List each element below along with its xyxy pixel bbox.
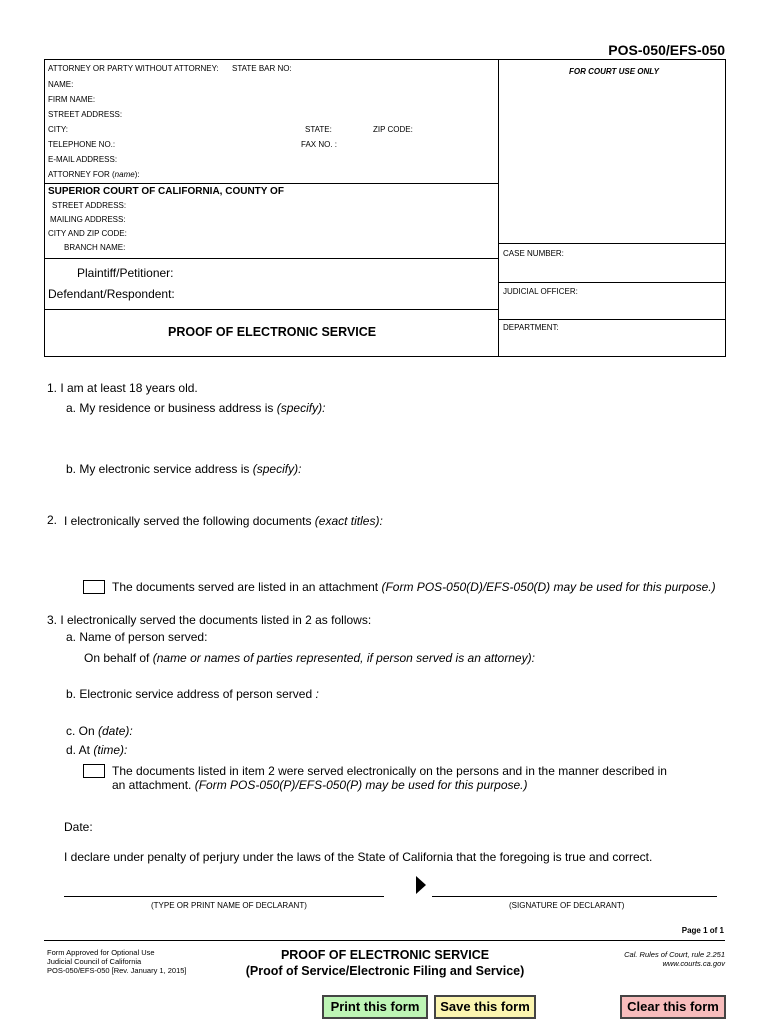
item-1b: b. My electronic service address is (specify):: [66, 462, 302, 476]
city-label: CITY:: [48, 125, 69, 134]
attachment-d-checkbox[interactable]: [83, 580, 105, 594]
caption-box: [44, 59, 726, 357]
item-3d: d. At (time):: [66, 743, 128, 757]
declaration-text: I declare under penalty of perjury under the laws of the State of California that the foregoing is true and correct.: [64, 850, 653, 864]
signature-caption: (SIGNATURE OF DECLARANT): [509, 901, 625, 910]
signature-line: [432, 896, 717, 897]
attachment-p-checkbox[interactable]: [83, 764, 105, 778]
email-label: E-MAIL ADDRESS:: [48, 155, 118, 164]
date-label: Date:: [64, 820, 93, 834]
item-1a: a. My residence or business address is (specify):: [66, 401, 326, 415]
judicial-officer-label: JUDICIAL OFFICER:: [503, 287, 578, 296]
phone-label: TELEPHONE NO.:: [48, 140, 116, 149]
state-bar-label: STATE BAR NO:: [232, 64, 292, 73]
name-label: NAME:: [48, 80, 74, 89]
print-form-button[interactable]: Print this form: [322, 995, 428, 1019]
zip-label: ZIP CODE:: [373, 125, 413, 134]
item-3a-behalf: On behalf of (name or names of parties represented, if person served is an attorney):: [84, 651, 535, 665]
signature-arrow-icon: [416, 876, 426, 894]
fax-label: FAX NO. :: [301, 140, 338, 149]
declarant-name-line: [64, 896, 384, 897]
footer-title: PROOF OF ELECTRONIC SERVICE (Proof of Service/Electronic Filing and Service): [245, 948, 525, 978]
plaintiff-label: Plaintiff/Petitioner:: [77, 266, 174, 280]
item-3c: c. On (date):: [66, 724, 133, 738]
department-label: DEPARTMENT:: [503, 323, 559, 332]
court-mailing-label: MAILING ADDRESS:: [50, 215, 126, 224]
item-3: 3. I electronically served the documents listed in 2 as follows:: [47, 613, 372, 627]
footer-right: Cal. Rules of Court, rule 2.251 www.courts.ca.gov: [624, 950, 725, 968]
street-label: STREET ADDRESS:: [48, 110, 123, 119]
clear-form-button[interactable]: Clear this form: [620, 995, 726, 1019]
firm-name-label: FIRM NAME:: [48, 95, 96, 104]
item-2: I electronically served the following documents (exact titles):: [64, 514, 383, 528]
item-2-number: 2.: [47, 513, 58, 527]
item-3a: a. Name of person served:: [66, 630, 208, 644]
state-label: STATE:: [305, 125, 332, 134]
item-3b: b. Electronic service address of person served :: [66, 687, 319, 701]
footer-left: Form Approved for Optional Use Judicial Council of California POS-050/EFS-050 [Rev. January 1, 2015]: [47, 948, 187, 975]
attorney-party-label: ATTORNEY OR PARTY WITHOUT ATTORNEY:: [48, 64, 219, 73]
item-1: 1. I am at least 18 years old.: [47, 381, 198, 395]
court-use-label: FOR COURT USE ONLY: [569, 67, 659, 76]
attachment-p-line1: The documents listed in item 2 were served electronically on the persons and in the manner described in: [112, 764, 667, 778]
court-street-label: STREET ADDRESS:: [52, 201, 127, 210]
branch-label: BRANCH NAME:: [64, 243, 126, 252]
attorney-for-label: ATTORNEY FOR (name):: [48, 170, 140, 179]
court-title: SUPERIOR COURT OF CALIFORNIA, COUNTY OF: [48, 186, 284, 197]
page-number: Page 1 of 1: [681, 926, 724, 935]
form-id: POS-050/EFS-050: [608, 42, 725, 58]
court-city-zip-label: CITY AND ZIP CODE:: [48, 229, 127, 238]
defendant-label: Defendant/Respondent:: [48, 287, 175, 301]
document-title: PROOF OF ELECTRONIC SERVICE: [168, 325, 377, 339]
declarant-name-caption: (TYPE OR PRINT NAME OF DECLARANT): [151, 901, 307, 910]
attachment-p-line2: an attachment. (Form POS-050(P)/EFS-050(P) may be used for this purpose.): [112, 778, 528, 792]
case-number-label: CASE NUMBER:: [503, 249, 564, 258]
attachment-d-label: The documents served are listed in an attachment (Form POS-050(D)/EFS-050(D) may be used for this purpose.): [112, 580, 716, 594]
save-form-button[interactable]: Save this form: [434, 995, 536, 1019]
